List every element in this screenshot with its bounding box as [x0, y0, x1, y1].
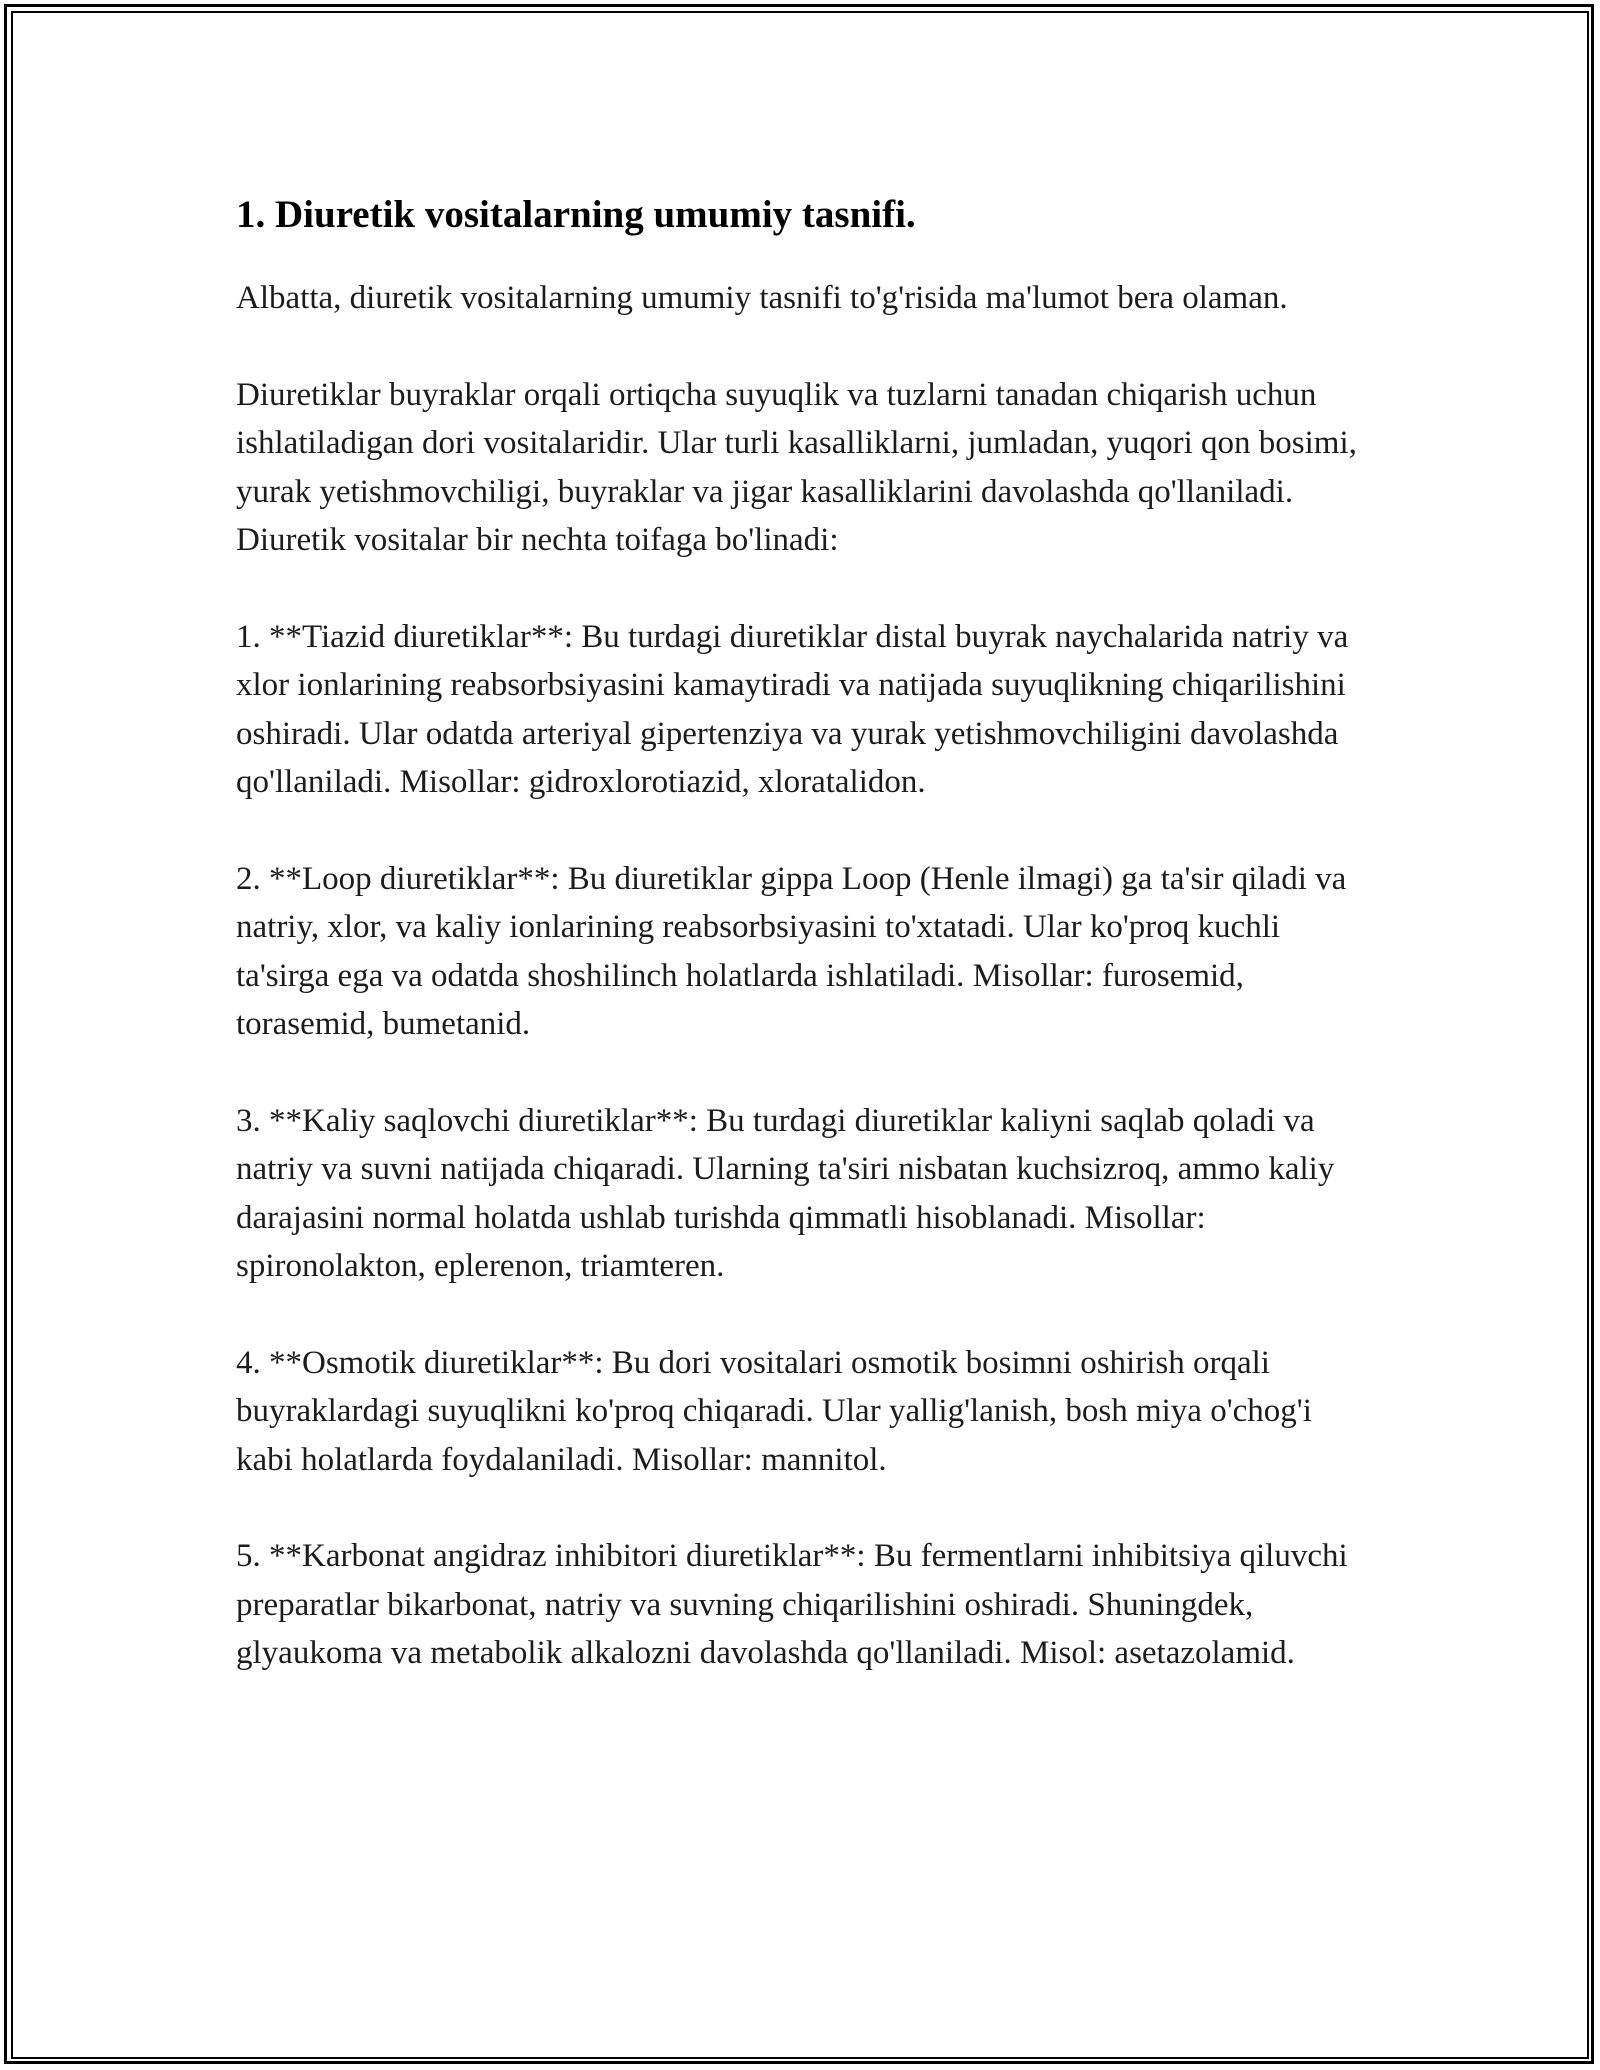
- list-item-carbonic-anhydrase: 5. **Karbonat angidraz inhibitori diuretiklar**: Bu fermentlarni inhibitsiya qiluvchi preparatlar bikarbonat, natriy va suvning chiqarilishini oshiradi. Shuningdek, glyaukoma va metabolik alkalozni davolashda qo'llaniladi. Misol: asetazolamid.: [236, 1538, 1348, 1671]
- overview-paragraph: Diuretiklar buyraklar orqali ortiqcha suyuqlik va tuzlarni tanadan chiqarish uchun ishlatiladigan dori vositalaridir. Ular turli kasalliklarni, jumladan, yuqori qon bosimi, yurak yetishmovchiligi, buyraklar va jigar kasalliklarini davolashda qo'llaniladi. Diuretik vositalar bir nechta toifaga bo'linadi:: [236, 376, 1357, 558]
- list-item-loop: 2. **Loop diuretiklar**: Bu diuretiklar gippa Loop (Henle ilmagi) ga ta'sir qiladi va natriy, xlor, va kaliy ionlarining reabsorbsiyasini to'xtatadi. Ular ko'proq kuchli ta'sirga ega va odatda shoshilinch holatlarda ishlatiladi. Misollar: furosemid, torasemid, bumetanid.: [236, 860, 1347, 1042]
- document-title: 1. Diuretik vositalarning umumiy tasnifi.: [236, 193, 916, 236]
- list-item-osmotic: 4. **Osmotik diuretiklar**: Bu dori vositalari osmotik bosimni oshirish orqali buyraklardagi suyuqlikni ko'proq chiqaradi. Ular yallig'lanish, bosh miya o'chog'i kabi holatlarda foydalaniladi. Misollar: mannitol.: [236, 1344, 1312, 1478]
- list-item-thiazide: 1. **Tiazid diuretiklar**: Bu turdagi diuretiklar distal buyrak naychalarida natriy va xlor ionlarining reabsorbsiyasini kamaytiradi va natijada suyuqlikning chiqarilishini oshiradi. Ular odatda arteriyal gipertenziya va yurak yetishmovchiligini davolashda qo'llaniladi. Misollar: gidroxlorotiazid, xloratalidon.: [236, 618, 1349, 800]
- list-item-potassium-sparing: 3. **Kaliy saqlovchi diuretiklar**: Bu turdagi diuretiklar kaliyni saqlab qoladi va natriy va suvni natijada chiqaradi. Ularning ta'siri nisbatan kuchsizroq, ammo kaliy darajasini normal holatda ushlab turishda qimmatli hisoblanadi. Misollar: spironolakton, eplerenon, triamteren.: [236, 1102, 1335, 1284]
- document-body: [236, 186, 1376, 1726]
- intro-paragraph: Albatta, diuretik vositalarning umumiy tasnifi to'g'risida ma'lumot bera olaman.: [236, 280, 1288, 316]
